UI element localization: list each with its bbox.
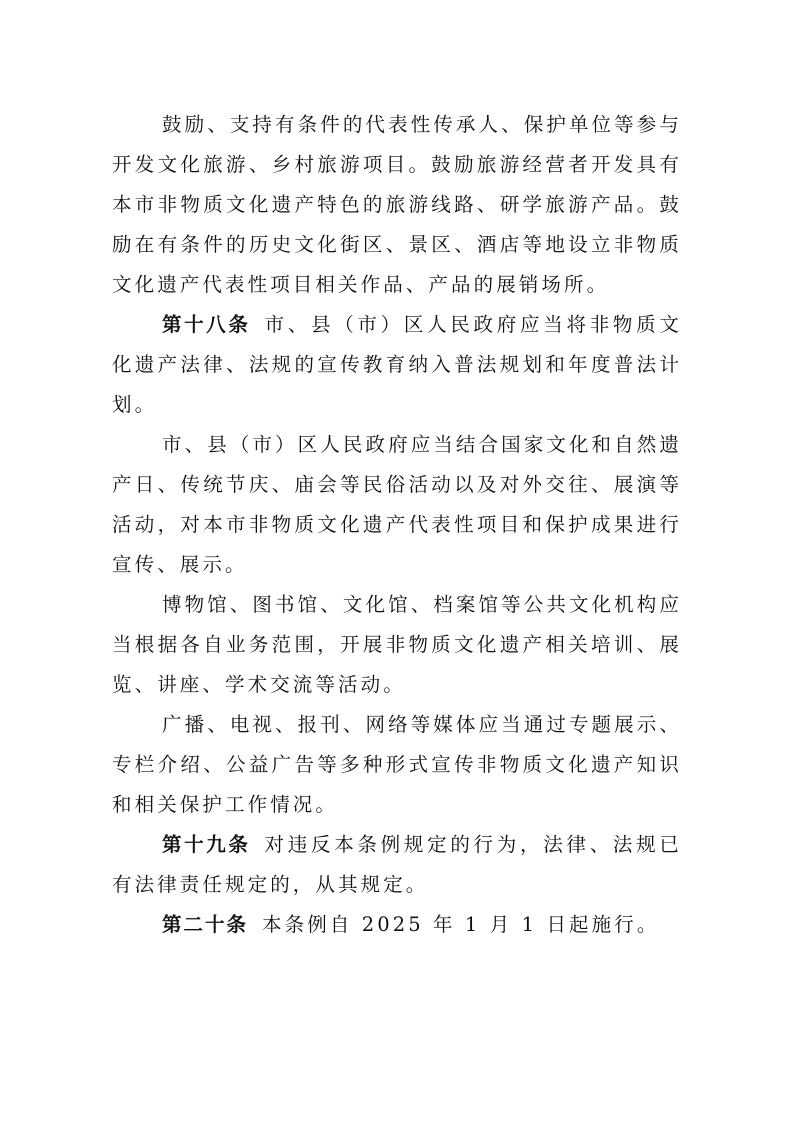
paragraph-text: 市、县（市）区人民政府应当结合国家文化和自然遗产日、传统节庆、庙会等民俗活动以及对外交往、展演等活动，对本市非物质文化遗产代表性项目和保护成果进行宣传、展示。 xyxy=(112,433,682,576)
paragraph-tourism xyxy=(112,105,682,305)
paragraph-text: 博物馆、图书馆、文化馆、档案馆等公共文化机构应当根据各自业务范围，开展非物质文化遗产相关培训、展览、讲座、学术交流等活动。 xyxy=(112,593,682,696)
article-18 xyxy=(112,305,682,425)
paragraph-text: 广播、电视、报刊、网络等媒体应当通过专题展示、专栏介绍、公益广告等多种形式宣传非物质文化遗产知识和相关保护工作情况。 xyxy=(112,713,682,816)
paragraph-publicity xyxy=(112,425,682,585)
article-number: 第十九条 xyxy=(162,833,251,856)
paragraph-text: 鼓励、支持有条件的代表性传承人、保护单位等参与开发文化旅游、乡村旅游项目。鼓励旅游经营者开发具有本市非物质文化遗产特色的旅游线路、研学旅游产品。鼓励在有条件的历史文化街区、景区、酒店等地设立非物质文化遗产代表性项目相关作品、产品的展销场所。 xyxy=(112,113,682,296)
paragraph-cultural-institutions xyxy=(112,585,682,705)
paragraph-text: 市、县（市）区人民政府应当将非物质文化遗产法律、法规的宣传教育纳入普法规划和年度普法计划。 xyxy=(112,313,682,416)
paragraph-text: 本条例自 2025 年 1 月 1 日起施行。 xyxy=(262,913,660,936)
article-number: 第二十条 xyxy=(162,913,249,936)
document-page xyxy=(112,105,682,945)
article-19 xyxy=(112,825,682,905)
paragraph-text: 对违反本条例规定的行为，法律、法规已有法律责任规定的，从其规定。 xyxy=(112,833,682,896)
article-number: 第十八条 xyxy=(162,313,251,336)
article-20 xyxy=(112,905,682,945)
paragraph-media xyxy=(112,705,682,825)
